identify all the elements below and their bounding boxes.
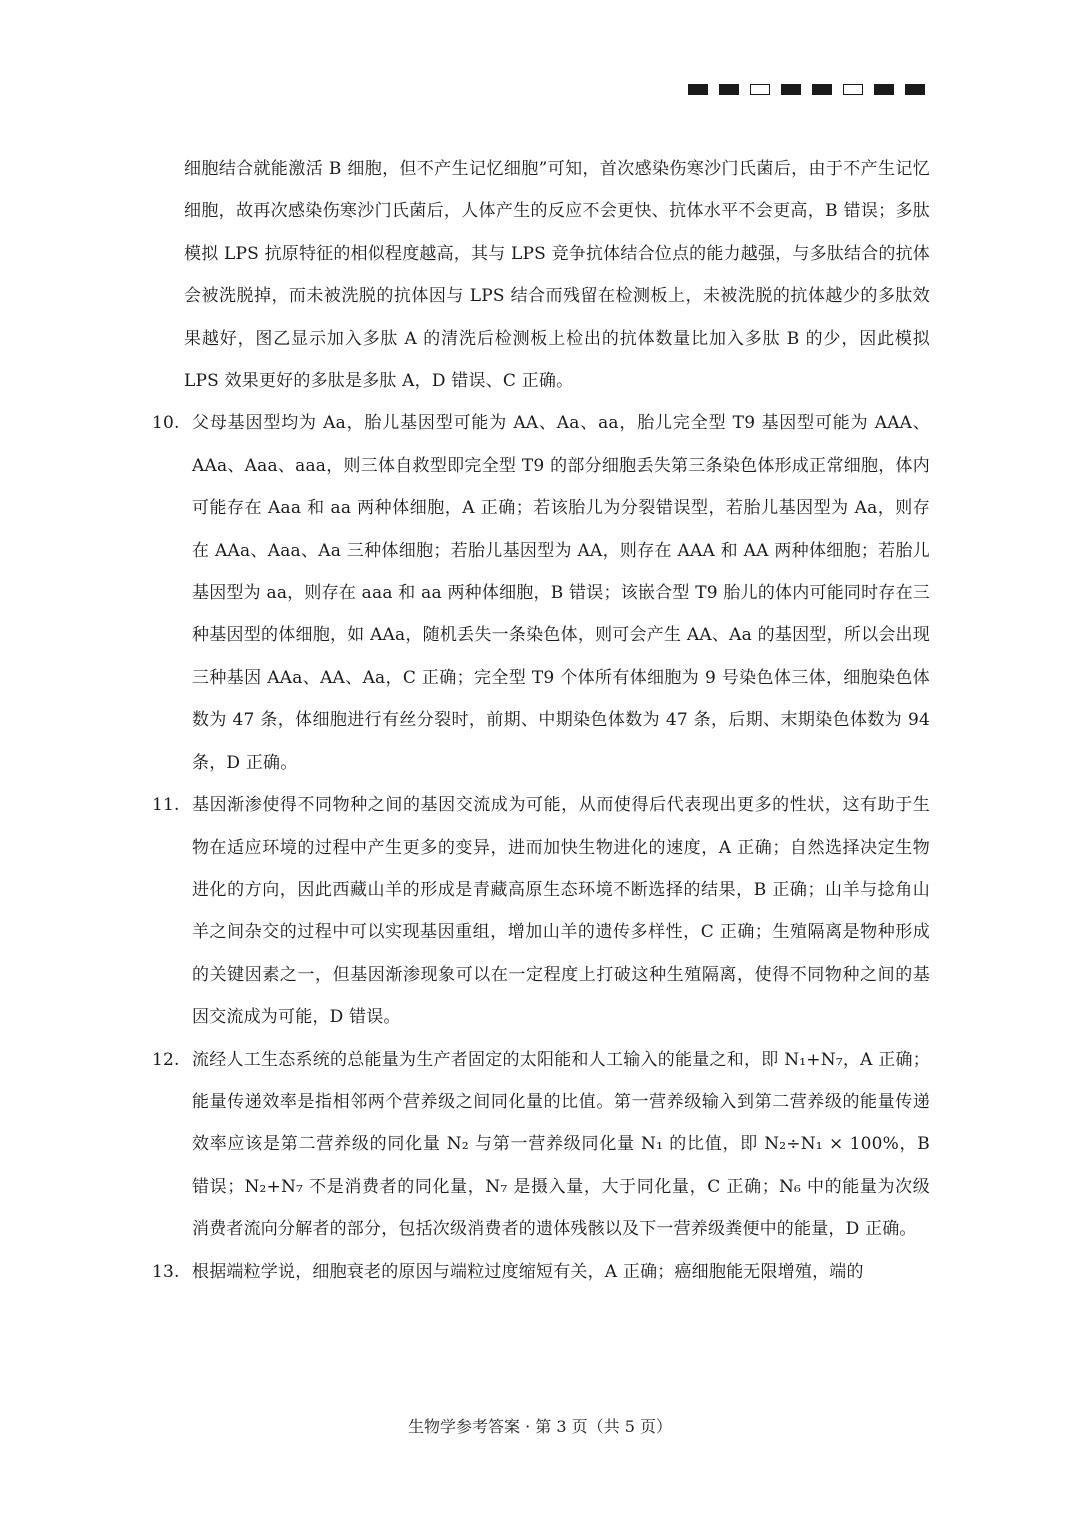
item-number: 10. bbox=[152, 413, 180, 434]
filled-square-mark bbox=[688, 84, 708, 95]
item-text: 基因渐渗使得不同物种之间的基因交流成为可能，从而使得后代表现出更多的性状，这有助于生物在适应环境的过程中产生更多的变异，进而加快生物进化的速度，A 正确；自然选择决定生物进化的方向，因此西藏山羊的形成是青藏高原生态环境不断选择的结果，B 正确；山羊与捻角山羊之间杂交的过程中可以实现基因重组，增加山羊的遗传多样性，C 正确；生殖隔离是物种形成的关键因素之一，但基因渐渗现象可以在一定程度上打破这种生殖隔离，使得不同物种之间的基因交流成为可能，D 错误。 bbox=[192, 795, 930, 1028]
answer-item-10 bbox=[152, 402, 930, 784]
answer-item-12 bbox=[152, 1039, 930, 1251]
item-text: 父母基因型均为 Aa，胎儿基因型可能为 AA、Aa、aa，胎儿完全型 T9 基因型可能为 AAA、AAa、Aaa、aaa，则三体自救型即完全型 T9 的部分细胞丢失第三条染色体形成正常细胞，体内可能存在 Aaa 和 aa 两种体细胞，A 正确；若该胎儿为分裂错误型，若胎儿基因型为 Aa，则存在 AAa、Aaa、Aa 三种体细胞；若胎儿基因型为 AA，则存在 AAA 和 AA 两种体细胞；若胎儿基因型为 aa，则存在 aaa 和 aa 两种体细胞，B 错误；该嵌合型 T9 胎儿的体内可能同时存在三种基因型的体细胞，如 AAa，随机丢失一条染色体，则可会产生 AA、Aa 的基因型，所以会出现三种基因 AAa、AA、Aa，C 正确；完全型 T9 个体所有体细胞为 9 号染色体三体，细胞染色体数为 47 条，体细胞进行有丝分裂时，前期、中期染色体数为 47 条，后期、末期染色体数为 94 条，D 正确。 bbox=[192, 413, 930, 773]
filled-square-mark bbox=[719, 84, 739, 95]
item-number: 13. bbox=[152, 1261, 180, 1282]
filled-square-mark bbox=[812, 84, 832, 95]
item-number: 12. bbox=[152, 1049, 180, 1070]
filled-square-mark bbox=[905, 84, 925, 95]
filled-square-mark bbox=[874, 84, 894, 95]
answer-item-11 bbox=[152, 784, 930, 1038]
header-marks bbox=[688, 84, 925, 95]
continuation-paragraph: 细胞结合就能激活 B 细胞，但不产生记忆细胞”可知，首次感染伤寒沙门氏菌后，由于不产生记忆细胞，故再次感染伤寒沙门氏菌后，人体产生的反应不会更快、抗体水平不会更高，B 错误；多肽模拟 LPS 抗原特征的相似程度越高，其与 LPS 竞争抗体结合位点的能力越强，与多肽结合的抗体会被洗脱掉，而未被洗脱的抗体因与 LPS 结合而残留在检测板上，未被洗脱的抗体越少的多肽效果越好，图乙显示加入多肽 A 的清洗后检测板上检出的抗体数量比加入多肽 B 的少，因此模拟 LPS 效果更好的多肽是多肽 A，D 错误、C 正确。 bbox=[184, 159, 930, 392]
filled-square-mark bbox=[781, 84, 801, 95]
hollow-square-mark bbox=[843, 84, 863, 95]
answer-content bbox=[152, 148, 930, 1293]
item-text: 根据端粒学说，细胞衰老的原因与端粒过度缩短有关，A 正确；癌细胞能无限增殖，端的 bbox=[192, 1261, 864, 1282]
item-text: 流经人工生态系统的总能量为生产者固定的太阳能和人工输入的能量之和，即 N₁+N₇，A 正确；能量传递效率是指相邻两个营养级之间同化量的比值。第一营养级输入到第二营养级的能量传递效率应该是第二营养级的同化量 N₂ 与第一营养级同化量 N₁ 的比值，即 N₂÷N₁ × 100%，B 错误；N₂+N₇ 不是消费者的同化量，N₇ 是摄入量，大于同化量，C 正确；N₆ 中的能量为次级消费者流向分解者的部分，包括次级消费者的遗体残骸以及下一营养级粪便中的能量，D 正确。 bbox=[192, 1049, 930, 1240]
hollow-square-mark bbox=[750, 84, 770, 95]
answer-item-13 bbox=[152, 1251, 930, 1293]
item-number: 11. bbox=[152, 795, 180, 816]
page-footer: 生物学参考答案 · 第 3 页（共 5 页） bbox=[408, 1417, 672, 1436]
